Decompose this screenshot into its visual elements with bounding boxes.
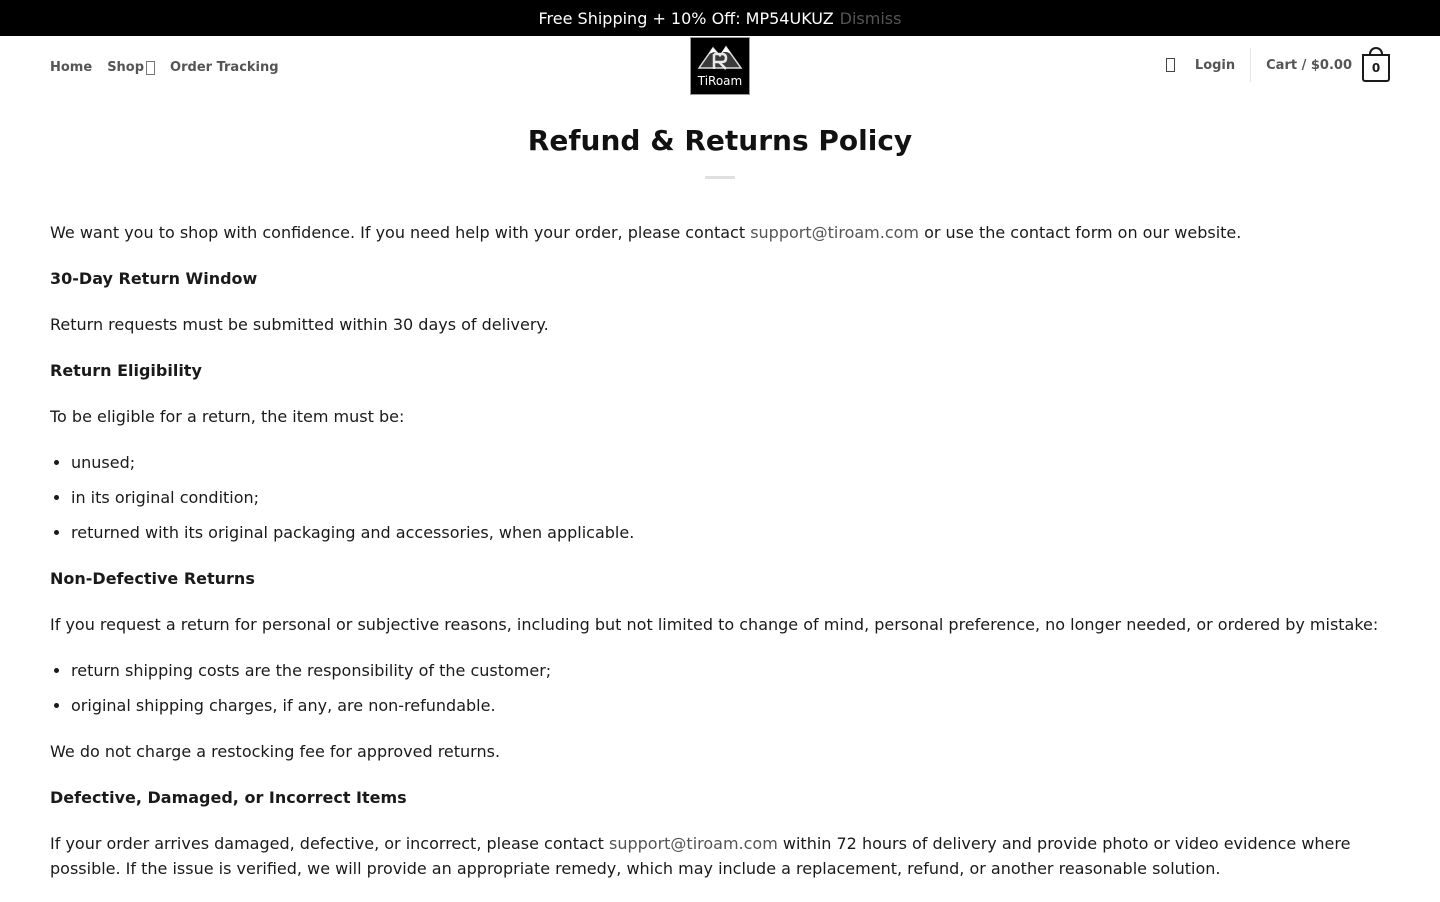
intro-text-after: or use the contact form on our website. bbox=[919, 223, 1242, 242]
list-item: • unused; bbox=[71, 450, 1390, 475]
search-icon[interactable] bbox=[1166, 58, 1175, 72]
eligibility-text: To be eligible for a return, the item must be: bbox=[50, 407, 405, 426]
nav-shop-label: Shop bbox=[107, 60, 145, 75]
eligibility-list bbox=[50, 450, 1390, 545]
nav-home[interactable]: Home bbox=[50, 60, 93, 75]
nondefective-list bbox=[50, 658, 1390, 718]
defective-heading: Defective, Damaged, or Incorrect Items bbox=[50, 788, 407, 807]
site-logo[interactable] bbox=[690, 37, 750, 95]
chevron-down-icon bbox=[146, 61, 155, 75]
nav-order-tracking[interactable]: Order Tracking bbox=[170, 60, 279, 75]
defective-paragraph bbox=[50, 831, 1390, 881]
list-item: • returned with its original packaging and accessories, when applicable. bbox=[71, 520, 1390, 545]
account-nav bbox=[1166, 48, 1390, 82]
page-title: Refund & Returns Policy bbox=[527, 124, 913, 157]
main-nav bbox=[50, 60, 294, 75]
site-header bbox=[0, 36, 1440, 102]
list-item: • original shipping charges, if any, are non-refundable. bbox=[71, 693, 1390, 718]
cart-count: 0 bbox=[1371, 61, 1381, 75]
announcement-bar bbox=[0, 0, 1440, 36]
mountain-logo-icon bbox=[691, 38, 749, 78]
logo-text: TiRoam bbox=[697, 74, 743, 88]
nondefective-heading: Non-Defective Returns bbox=[50, 569, 255, 588]
return-window-text: Return requests must be submitted within 30 days of delivery. bbox=[50, 315, 549, 334]
cart-link[interactable]: Cart / $0.00 bbox=[1266, 57, 1352, 73]
intro-text-before: We want you to shop with confidence. If you need help with your order, please contact bbox=[50, 223, 751, 242]
support-email-link[interactable]: support@tiroam.com bbox=[750, 223, 920, 242]
dismiss-link[interactable]: Dismiss bbox=[839, 8, 902, 28]
defective-text-after: within 72 hours of delivery and provide photo or video evidence where possible. If the issue is verified, we will provide an appropriate remedy, which may include a replacement, refund, or another reasonable solution. bbox=[50, 834, 1351, 878]
nav-divider bbox=[1250, 48, 1251, 82]
announcement-text: Free Shipping + 10% Off: MP54UKUZ bbox=[538, 8, 834, 28]
eligibility-heading: Return Eligibility bbox=[50, 361, 202, 380]
list-item: • return shipping costs are the responsibility of the customer; bbox=[71, 658, 1390, 683]
support-email-link[interactable]: support@tiroam.com bbox=[608, 834, 778, 853]
nav-shop[interactable] bbox=[107, 60, 155, 75]
cart-icon[interactable] bbox=[1362, 54, 1390, 82]
policy-content bbox=[50, 220, 1390, 902]
list-item: • in its original condition; bbox=[71, 485, 1390, 510]
intro-paragraph bbox=[50, 220, 1390, 245]
defective-text-before: If your order arrives damaged, defective, or incorrect, please contact bbox=[50, 834, 609, 853]
restocking-text: We do not charge a restocking fee for approved returns. bbox=[50, 742, 501, 761]
title-divider bbox=[705, 176, 735, 179]
return-window-heading: 30-Day Return Window bbox=[50, 269, 258, 288]
login-link[interactable]: Login bbox=[1194, 57, 1236, 73]
nondefective-text: If you request a return for personal or subjective reasons, including but not limited to change of mind, personal preference, no longer needed, or ordered by mistake: bbox=[50, 615, 1379, 634]
